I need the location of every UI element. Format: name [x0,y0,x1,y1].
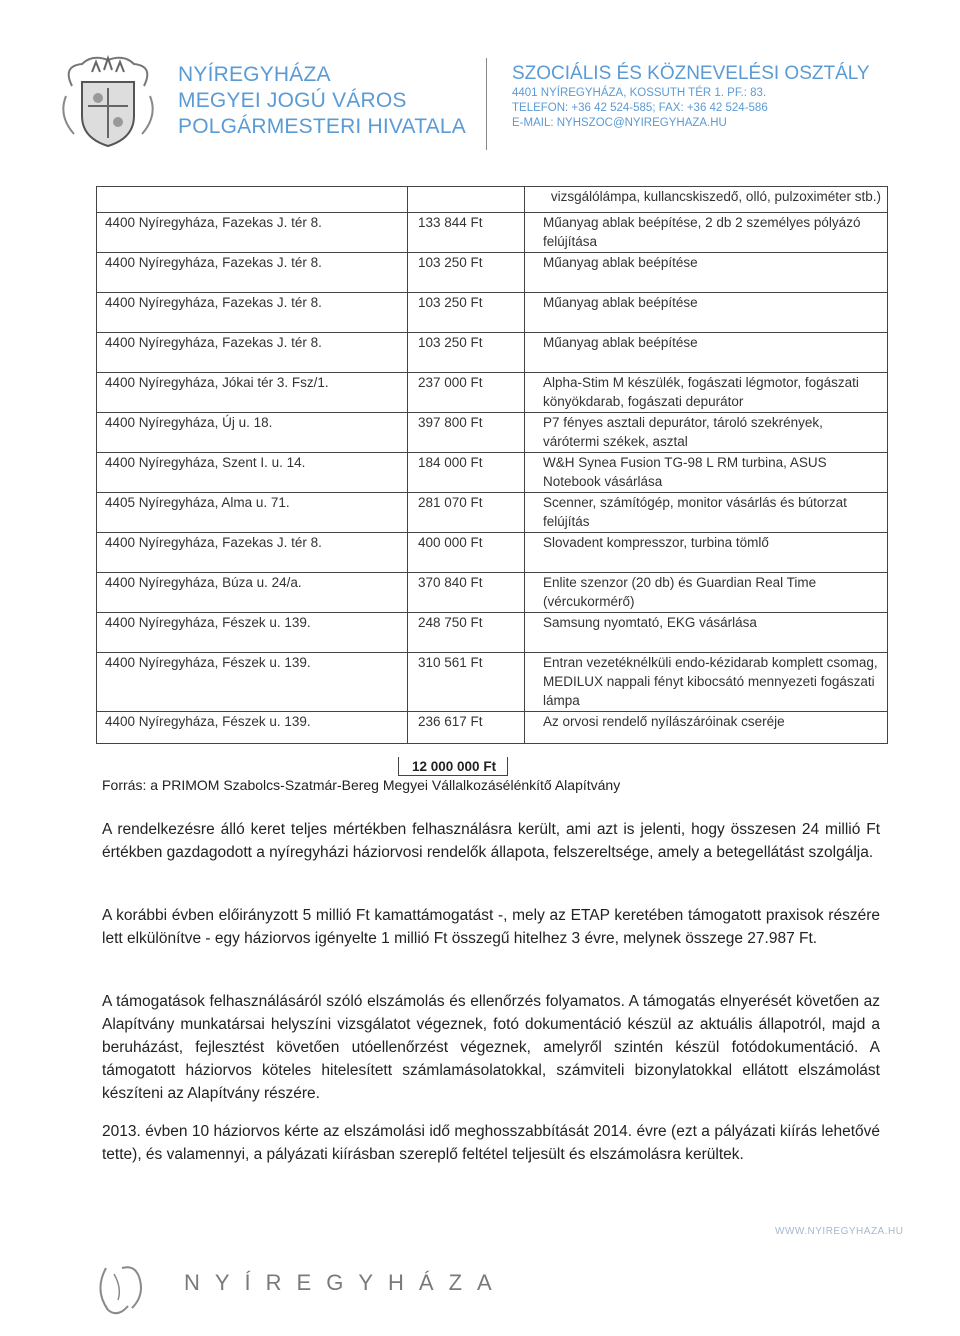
amount-cell: 103 250 Ft [408,333,525,373]
amount-cell: 400 000 Ft [408,533,525,573]
table-row [97,573,888,613]
description-cell: Samsung nyomtató, EKG vásárlása [525,613,888,653]
description-cell: Slovadent kompresszor, turbina tömlő [525,533,888,573]
department-title: SZOCIÁLIS ÉS KÖZNEVELÉSI OSZTÁLY [512,63,870,84]
address-cell: 4400 Nyíregyháza, Fazekas J. tér 8. [97,333,408,373]
organization-name [178,62,466,140]
table-row [97,187,888,213]
address-cell: 4400 Nyíregyháza, Fészek u. 139. [97,653,408,712]
address-cell: 4400 Nyíregyháza, Fazekas J. tér 8. [97,213,408,253]
description-cell: P7 fényes asztali depurátor, tároló szekrények, várótermi székek, asztal [525,413,888,453]
header-divider [486,58,487,150]
address-cell: 4400 Nyíregyháza, Búza u. 24/a. [97,573,408,613]
description-cell: Az orvosi rendelő nyílászáróinak cseréje [525,712,888,744]
table-row [97,493,888,533]
table-row [97,613,888,653]
table-row [97,373,888,413]
address-cell: 4400 Nyíregyháza, Fazekas J. tér 8. [97,293,408,333]
address-cell [97,187,408,213]
table-row [97,213,888,253]
amount-cell: 310 561 Ft [408,653,525,712]
description-cell: Műanyag ablak beépítése [525,293,888,333]
address-cell: 4400 Nyíregyháza, Fészek u. 139. [97,613,408,653]
description-cell: Alpha-Stim M készülék, fogászati légmotor, fogászati könyökdarab, fogászati depurátor [525,373,888,413]
city-logo-icon [92,1260,164,1320]
description-cell: Entran vezetéknélküli endo-kézidarab komplett csomag, MEDILUX nappali fényt kibocsátó mennyezeti fogászati lámpa [525,653,888,712]
address-cell: 4400 Nyíregyháza, Fészek u. 139. [97,712,408,744]
address-cell: 4400 Nyíregyháza, Új u. 18. [97,413,408,453]
table-row [97,253,888,293]
description-cell: Műanyag ablak beépítése [525,253,888,293]
description-cell: vizsgálólámpa, kullancskiszedő, olló, pulzoximéter stb.) [525,187,888,213]
amount-cell [408,187,525,213]
description-cell: Scenner, számítógép, monitor vásárlás és bútorzat felújítás [525,493,888,533]
table-row [97,293,888,333]
amount-cell: 184 000 Ft [408,453,525,493]
amount-cell: 237 000 Ft [408,373,525,413]
amount-cell: 248 750 Ft [408,613,525,653]
paragraph-2: A korábbi évben előirányzott 5 millió Ft kamattámogatást -, mely az ETAP keretében támogatott praxisok részére lett elkülönítve - egy háziorvos igényelte 1 millió Ft összegű hitelhez 3 évre, melynek összege 27.987 Ft. [102,907,880,947]
amount-cell: 370 840 Ft [408,573,525,613]
table-row [97,453,888,493]
city-coat-of-arms-icon [52,46,164,156]
amount-cell: 236 617 Ft [408,712,525,744]
amount-cell: 103 250 Ft [408,293,525,333]
amount-cell: 281 070 Ft [408,493,525,533]
description-cell: Műanyag ablak beépítése, 2 db 2 személyes pólyázó felújítása [525,213,888,253]
org-line-2: MEGYEI JOGÚ VÁROS [178,89,407,112]
address-cell: 4405 Nyíregyháza, Alma u. 71. [97,493,408,533]
org-line-1: NYÍREGYHÁZA [178,63,331,86]
department-address: 4401 NYÍREGYHÁZA, KOSSUTH TÉR 1. PF.: 83. [512,87,767,99]
department-phone: TELEFON: +36 42 524-585; FAX: +36 42 524-586 [512,102,768,114]
description-cell: W&H Synea Fusion TG-98 L RM turbina, ASUS Notebook vásárlása [525,453,888,493]
footer-city-name: NYÍREGYHÁZA [184,1270,507,1295]
department-email: E-MAIL: NYHSZOC@NYIREGYHAZA.HU [512,117,727,129]
funding-source: Forrás: a PRIMOM Szabolcs-Szatmár-Bereg Megyei Vállalkozásélénkítő Alapítvány [102,777,621,793]
letterhead [0,0,960,170]
amount-cell: 133 844 Ft [408,213,525,253]
department-info [512,62,870,131]
paragraph-1: A rendelkezésre álló keret teljes mértékben felhasználásra került, ami azt is jelenti, hogy összesen 24 millió Ft értékben gazdagodott a nyíregyházi háziorvosi rendelők állapota, felszereltsége, amely a betegellátást szolgálja. [102,821,880,861]
amount-cell: 103 250 Ft [408,253,525,293]
footer-url: WWW.NYIREGYHAZA.HU [775,1226,904,1237]
total-amount: 12 000 000 Ft [412,759,497,774]
table-row [97,712,888,744]
grant-table [96,186,888,744]
address-cell: 4400 Nyíregyháza, Szent I. u. 14. [97,453,408,493]
amount-cell: 397 800 Ft [408,413,525,453]
description-cell: Enlite szenzor (20 db) és Guardian Real Time (vércukormérő) [525,573,888,613]
table-row [97,333,888,373]
address-cell: 4400 Nyíregyháza, Fazekas J. tér 8. [97,533,408,573]
address-cell: 4400 Nyíregyháza, Jókai tér 3. Fsz/1. [97,373,408,413]
table-row [97,413,888,453]
paragraph-4: 2013. évben 10 háziorvos kérte az elszámolási idő meghosszabbítását 2014. évre (ezt a pályázati kiírás lehetővé tette), és valamennyi, a pályázati kiírásban szereplő feltétel teljesült és elszámolásra kerültek. [102,1123,880,1163]
description-cell: Műanyag ablak beépítése [525,333,888,373]
org-line-3: POLGÁRMESTERI HIVATALA [178,115,466,138]
table-row [97,653,888,712]
address-cell: 4400 Nyíregyháza, Fazekas J. tér 8. [97,253,408,293]
table-row [97,533,888,573]
paragraph-3: A támogatások felhasználásáról szóló elszámolás és ellenőrzés folyamatos. A támogatás elnyerését követően az Alapítvány munkatársai helyszíni vizsgálatot végeznek, fotó dokumentáció készül az aktuális állapotról, majd a beruházást, fejlesztést követően utóellenőrzést végeznek, amelyről szintén készül fotódokumentáció. A támogatott háziorvos köteles hitelesített számlamásolatokkal, számviteli bizonylatokkal ellátott elszámolást készíteni az Alapítvány részére. [102,993,880,1102]
